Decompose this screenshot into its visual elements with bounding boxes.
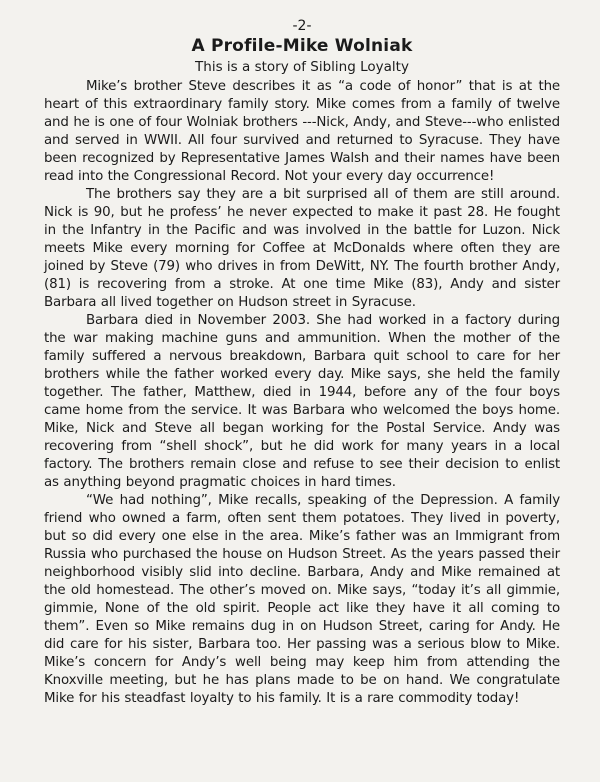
article-subtitle: This is a story of Sibling Loyalty [195, 59, 409, 75]
article-paragraph: Mike’s brother Steve describes it as “a code of honor” that is at the heart of this extraordinary family story. Mike comes from a family of twelve and he is one of four Wolniak brothers ---Nick, Andy, and Steve---who enlisted and served in WWII. All four survived and returned to Syracuse. They have been recognized by Representative James Walsh and their names have been read into the Congressional Record. Not your every day occurrence! [44, 79, 560, 184]
article-paragraph: The brothers say they are a bit surprised all of them are still around. Nick is 90, but he profess’ he never expected to make it past 28. He fought in the Infantry in the Pacific and was involved in the battle for Luzon. Nick meets Mike every morning for Coffee at McDonalds where often they are joined by Steve (79) who drives in from DeWitt, NY. The fourth brother Andy, (81) is recovering from a stroke. At one time Mike (83), Andy and sister Barbara all lived together on Hudson street in Syracuse. [44, 187, 560, 310]
article-title: A Profile-Mike Wolniak [191, 36, 413, 56]
page-number: -2- [292, 18, 312, 34]
article-paragraph: “We had nothing”, Mike recalls, speaking of the Depression. A family friend who owned a farm, often sent them potatoes. They lived in poverty, but so did every one else in the area. Mike’s father was an Immigrant from Russia who purchased the house on Hudson Street. As the years passed their neighborhood visibly slid into decline. Barbara, Andy and Mike remained at the old homestead. The other’s moved on. Mike says, “today it’s all gimmie, gimmie, None of the old spirit. People act like they have it all coming to them”. Even so Mike remains dug in on Hudson Street, caring for Andy. He did care for his sister, Barbara too. Her passing was a serious blow to Mike. Mike’s concern for Andy’s well being may keep him from attending the Knoxville meeting, but he has plans made to be on hand. We congratulate Mike for his steadfast loyalty to his family. It is a rare commodity today! [44, 493, 560, 706]
article-paragraph: Barbara died in November 2003. She had worked in a factory during the war making machine guns and ammunition. When the mother of the family suffered a nervous breakdown, Barbara quit school to care for her brothers while the father worked every day. Mike says, she held the family together. The father, Matthew, died in 1944, before any of the four boys came home from the service. It was Barbara who welcomed the boys home. Mike, Nick and Steve all began working for the Postal Service. Andy was recovering from “shell shock”, but he did work for many years in a local factory. The brothers remain close and refuse to see their decision to enlist as anything beyond pragmatic choices in hard times. [44, 313, 560, 490]
